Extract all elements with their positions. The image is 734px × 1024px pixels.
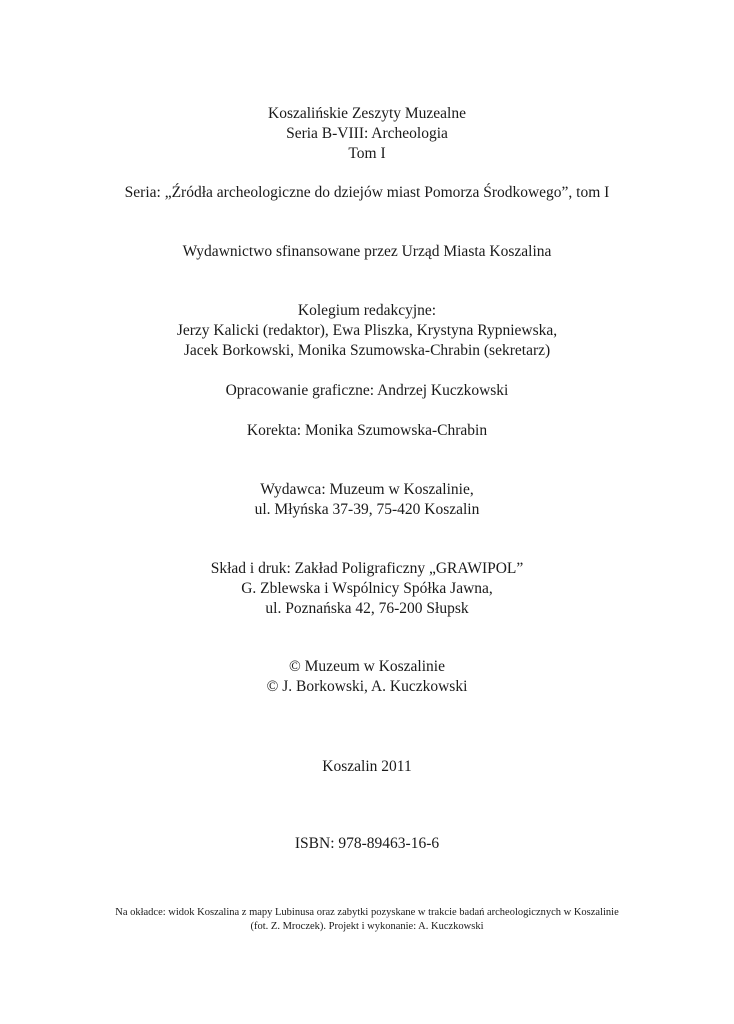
copyright-line-2: © J. Borkowski, A. Kuczkowski [266, 678, 468, 695]
printing-line-1: Skład i druk: Zakład Poligraficzny „GRAWIPOL” [210, 560, 524, 577]
editorial-board-line-1: Jerzy Kalicki (redaktor), Ewa Pliszka, Krystyna Rypniewska, [176, 322, 558, 339]
editorial-board-heading: Kolegium redakcyjne: [297, 302, 437, 319]
graphic-design: Opracowanie graficzne: Andrzej Kuczkowski [225, 382, 509, 399]
isbn: ISBN: 978-89463-16-6 [294, 835, 440, 852]
series-subseries: Seria B-VIII: Archeologia [286, 125, 448, 142]
series-line: Seria: „Źródła archeologiczne do dziejów miast Pomorza Środkowego”, tom I [124, 184, 610, 201]
series-title: Koszalińskie Zeszyty Muzealne [268, 105, 466, 122]
cover-note-line-1: Na okładce: widok Koszalina z mapy Lubinusa oraz zabytki pozyskane w trakcie badań archeologicznych w Koszalinie [115, 907, 619, 918]
funding-note: Wydawnictwo sfinansowane przez Urząd Miasta Koszalina [182, 243, 552, 260]
proofreading: Korekta: Monika Szumowska-Chrabin [246, 422, 488, 439]
cover-note-line-2: (fot. Z. Mroczek). Projekt i wykonanie: A. Kuczkowski [250, 921, 484, 932]
publisher-line-1: Wydawca: Muzeum w Koszalinie, [260, 481, 474, 498]
editorial-board-line-2: Jacek Borkowski, Monika Szumowska-Chrabin (sekretarz) [183, 342, 551, 359]
series-volume: Tom I [348, 145, 386, 162]
place-year: Koszalin 2011 [322, 758, 412, 775]
publisher-line-2: ul. Młyńska 37-39, 75-420 Koszalin [254, 501, 480, 518]
copyright-line-1: © Muzeum w Koszalinie [289, 658, 445, 675]
printing-line-3: ul. Poznańska 42, 76-200 Słupsk [265, 600, 469, 617]
printing-line-2: G. Zblewska i Wspólnicy Spółka Jawna, [241, 580, 493, 597]
